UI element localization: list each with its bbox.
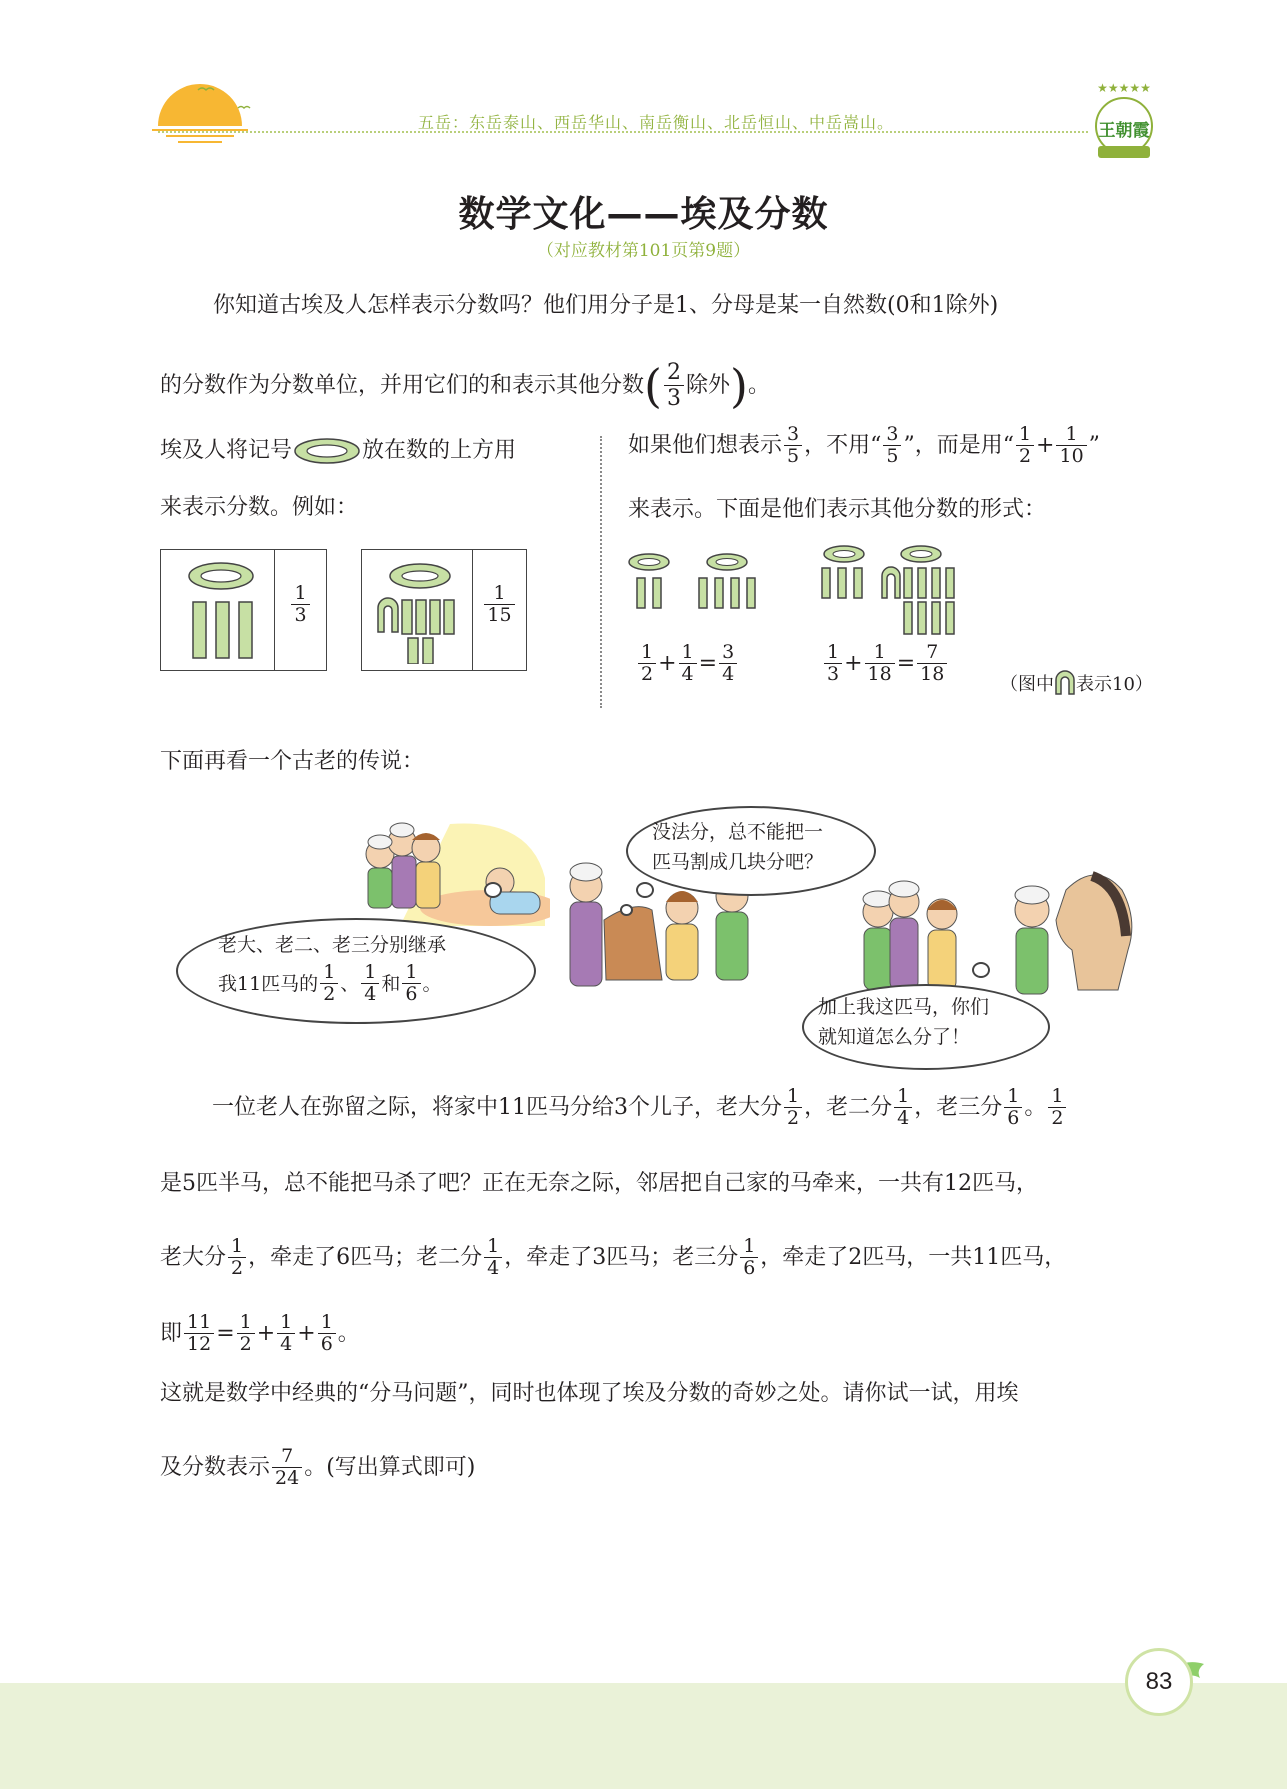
story-text: ，牵走了6匹马；老二分 <box>248 1244 483 1270</box>
equals-sign: = <box>216 1320 235 1346</box>
denominator: 2 <box>237 1333 255 1355</box>
story-text: 老大分 <box>160 1244 227 1270</box>
bubble-sons-line-2: 匹马割成几块分吧？ <box>652 851 824 873</box>
fraction <box>484 1236 502 1279</box>
numerator: 1 <box>320 1311 333 1333</box>
right-line-1 <box>628 424 1100 467</box>
story-line-1 <box>212 1086 1068 1129</box>
denominator: 6 <box>1004 1107 1022 1129</box>
equals-sign: = <box>896 650 916 676</box>
symbol-note <box>1000 670 1153 696</box>
fraction <box>894 1086 912 1129</box>
plus-sign: + <box>844 650 863 676</box>
story-text: ，老三分 <box>914 1094 1003 1120</box>
bubble-neighbor-line-1: 加上我这匹马，你们 <box>818 996 990 1018</box>
and-text: 和 <box>381 972 401 995</box>
conclusion-line-1: 这就是数学中经典的“分马问题”，同时也体现了埃及分数的奇妙之处。请你试一试，用埃 <box>160 1381 1019 1406</box>
thought-dot <box>620 904 633 916</box>
numerator: 1 <box>641 641 654 663</box>
example-one-third <box>160 549 327 671</box>
bubble-neighbor-line-2: 就知道怎么分了！ <box>818 1026 971 1048</box>
fraction <box>638 642 656 685</box>
fraction <box>228 1236 246 1279</box>
numerator: 1 <box>323 961 336 983</box>
intro-line-2 <box>160 360 770 411</box>
fraction <box>865 642 895 685</box>
fraction <box>784 1086 802 1129</box>
fraction-three-fifths <box>784 424 802 467</box>
page-subtitle: （对应教材第101页第9题） <box>536 241 751 261</box>
conclusion-line-2 <box>160 1446 475 1489</box>
page-title: 数学文化——埃及分数 <box>458 194 829 235</box>
numerator: 1 <box>681 641 694 663</box>
right-line-2: 来表示。下面是他们表示其他分数的形式： <box>628 497 1047 522</box>
numerator: 1 <box>1051 1085 1064 1107</box>
numerator: 3 <box>722 641 735 663</box>
left-line-2: 来表示分数。例如： <box>160 495 359 520</box>
denominator: 5 <box>784 445 802 467</box>
denominator: 4 <box>679 663 697 685</box>
paren-close: ) <box>729 358 748 413</box>
story-text: 即 <box>160 1320 183 1346</box>
bubble-sons-line-1: 没法分，总不能把一 <box>652 821 824 843</box>
story-line-3 <box>160 1236 1066 1279</box>
fraction-three-fifths-quoted <box>883 424 901 467</box>
denominator: 4 <box>719 663 737 685</box>
fraction <box>824 642 842 685</box>
numerator: 1 <box>827 641 840 663</box>
fraction <box>740 1236 758 1279</box>
numerator: 7 <box>926 641 939 663</box>
intro-line-2-text: 的分数作为分数单位，并用它们的和表示其他分数 <box>160 372 645 398</box>
bubble-elder-line-1: 老大、老二、老三分别继承 <box>218 934 447 956</box>
svg-text:★★★★★: ★★★★★ <box>1097 81 1151 95</box>
ten-symbol-icon <box>1054 670 1076 696</box>
numerator: 1 <box>1065 423 1078 445</box>
equals-sign: = <box>698 650 718 676</box>
equation-two <box>822 642 949 685</box>
story-line-2: 是5匹半马，总不能把马杀了吧？正在无奈之际，邻居把自己家的马牵来，一共有12匹马， <box>160 1171 1038 1196</box>
separator: 、 <box>340 972 360 995</box>
column-divider <box>600 436 602 708</box>
fraction-value <box>291 583 309 626</box>
denominator: 2 <box>320 983 338 1005</box>
denominator: 18 <box>917 663 947 685</box>
plus-sign: + <box>297 1320 316 1346</box>
note-text: （图中 <box>1000 674 1054 695</box>
plus-sign: + <box>658 650 677 676</box>
left-line-1 <box>160 436 516 466</box>
brand-badge <box>1088 78 1160 170</box>
bubble-elder-line-2 <box>218 962 442 1005</box>
egyptian-third-plus-eighteenth-glyph <box>818 540 968 638</box>
numerator: 1 <box>487 1235 500 1257</box>
fraction <box>917 642 947 685</box>
brand-name: 王朝霞 <box>1098 121 1150 141</box>
numerator: 7 <box>281 1445 294 1467</box>
fraction-value <box>484 583 514 626</box>
denominator: 3 <box>664 385 684 411</box>
story-line-4 <box>160 1312 360 1355</box>
numerator: 1 <box>873 641 886 663</box>
denominator: 6 <box>318 1333 336 1355</box>
numerator: 1 <box>1018 423 1032 445</box>
fraction <box>719 642 737 685</box>
denominator: 4 <box>361 983 379 1005</box>
fraction <box>1048 1086 1066 1129</box>
egyptian-one-fifteenth-glyph <box>370 556 470 664</box>
intro-except-text: 除外 <box>685 372 730 398</box>
right-line-1-end: ” <box>1088 432 1100 458</box>
story-intro: 下面再看一个古老的传说： <box>160 749 425 774</box>
equation-one <box>636 642 739 685</box>
right-line-1-but: ”，而是用“ <box>903 432 1014 458</box>
left-line-1-text: 埃及人将记号 <box>160 438 293 463</box>
denominator: 5 <box>883 445 901 467</box>
intro-line-2-end: 。 <box>747 372 770 398</box>
thought-dot <box>972 962 990 978</box>
denominator: 10 <box>1056 445 1086 467</box>
numerator: 1 <box>405 961 418 983</box>
example-one-fifteenth <box>361 549 527 671</box>
fraction-two-thirds <box>664 360 684 411</box>
story-text: ，牵走了2匹马，一共11匹马， <box>760 1244 1067 1270</box>
bubble-text: 我11匹马的 <box>218 972 319 995</box>
numerator: 1 <box>364 961 377 983</box>
numerator: 1 <box>231 1235 244 1257</box>
note-text-tail: 表示10） <box>1076 674 1153 695</box>
page-number: 83 <box>1125 1648 1193 1716</box>
story-text: ，牵走了3匹马；老三分 <box>504 1244 739 1270</box>
conclusion-text: 。(写出算式即可) <box>304 1454 476 1480</box>
numerator: 11 <box>187 1311 212 1333</box>
illustration-neighbor-horse <box>852 870 1142 1000</box>
thought-dot <box>636 882 654 898</box>
bubble-end: 。 <box>422 972 442 995</box>
numerator: 2 <box>666 360 681 385</box>
denominator: 2 <box>228 1257 246 1279</box>
plus-sign: + <box>256 1320 276 1346</box>
fraction <box>361 962 379 1005</box>
header-tip: 五岳：东岳泰山、西岳华山、南岳衡山、北岳恒山、中岳嵩山。 <box>418 113 895 132</box>
denominator: 4 <box>277 1333 295 1355</box>
denominator: 2 <box>784 1107 802 1129</box>
plus-sign: + <box>1036 432 1055 458</box>
denominator: 6 <box>402 983 420 1005</box>
denominator: 2 <box>638 663 656 685</box>
denominator: 15 <box>484 604 514 626</box>
denominator: 24 <box>272 1467 302 1489</box>
right-line-1-text: 如果他们想表示 <box>628 432 783 458</box>
numerator: 3 <box>886 423 899 445</box>
numerator: 3 <box>787 423 800 445</box>
numerator: 1 <box>787 1085 800 1107</box>
fraction-one-tenth <box>1056 424 1086 467</box>
denominator: 2 <box>1016 445 1034 467</box>
egyptian-one-third-glyph <box>171 556 271 664</box>
fraction <box>277 1312 295 1355</box>
numerator: 1 <box>294 582 307 604</box>
fraction <box>320 962 338 1005</box>
denominator: 2 <box>1048 1107 1066 1129</box>
egyptian-mark-icon <box>292 436 362 466</box>
left-line-1-tail: 放在数的上方用 <box>362 438 517 463</box>
fraction <box>402 962 420 1005</box>
story-text: 。 <box>1024 1094 1047 1120</box>
fraction <box>237 1312 255 1355</box>
fraction <box>679 642 697 685</box>
elder-and-sons-illustration <box>340 818 550 926</box>
denominator: 3 <box>824 663 842 685</box>
fraction-one-half <box>1016 424 1034 467</box>
thought-dot <box>484 882 502 898</box>
denominator: 12 <box>184 1333 214 1355</box>
fraction <box>1004 1086 1022 1129</box>
denominator: 6 <box>740 1257 758 1279</box>
right-line-1-not: ，不用“ <box>804 432 882 458</box>
numerator: 1 <box>280 1311 293 1333</box>
numerator: 1 <box>743 1235 756 1257</box>
story-text: 一位老人在弥留之际，将家中11匹马分给3个儿子，老大分 <box>212 1094 782 1120</box>
denominator: 3 <box>291 604 309 626</box>
numerator: 1 <box>239 1311 252 1333</box>
conclusion-text: 及分数表示 <box>160 1454 271 1480</box>
numerator: 1 <box>897 1085 910 1107</box>
story-text: 。 <box>337 1320 360 1346</box>
egyptian-half-plus-quarter-glyph <box>625 550 765 620</box>
page-footer <box>0 1683 1287 1789</box>
neighbor-with-horse-illustration <box>852 870 1142 1000</box>
fraction-seven-twentyfourths <box>272 1446 302 1489</box>
intro-line-1: 你知道古埃及人怎样表示分数吗？他们用分子是1、分母是某一自然数(0和1除外) <box>213 293 999 318</box>
fraction <box>318 1312 336 1355</box>
numerator: 1 <box>493 582 506 604</box>
denominator: 18 <box>865 663 895 685</box>
illustration-dying-elder <box>340 818 550 926</box>
story-text: ，老二分 <box>804 1094 893 1120</box>
fraction <box>184 1312 214 1355</box>
sunset-logo-icon <box>150 78 270 153</box>
denominator: 4 <box>484 1257 502 1279</box>
numerator: 1 <box>1007 1085 1020 1107</box>
denominator: 4 <box>894 1107 912 1129</box>
paren-open: ( <box>644 358 662 413</box>
